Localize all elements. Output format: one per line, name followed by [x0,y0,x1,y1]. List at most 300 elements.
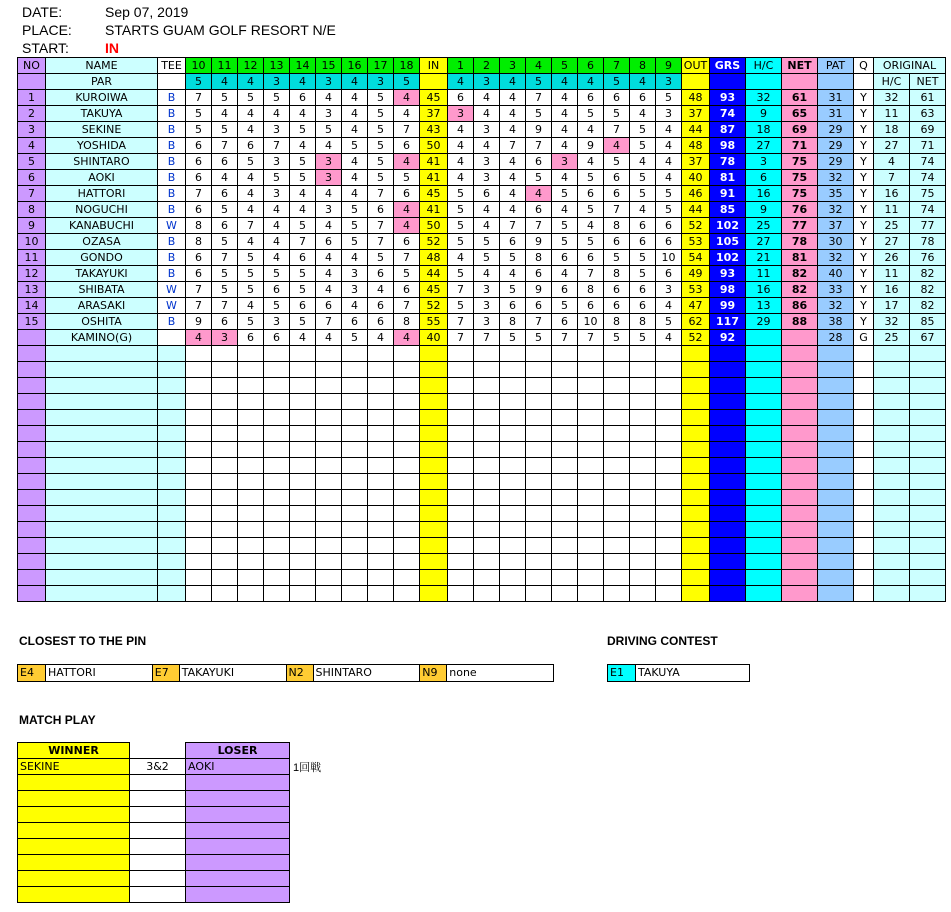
hole-score: 9 [578,138,604,154]
empty-cell [782,570,818,586]
header-no: NO [18,58,46,74]
matchplay-score-header [130,743,186,759]
empty-cell [18,346,46,362]
hole-score: 4 [342,106,368,122]
in-total: 52 [420,234,448,250]
empty-cell [910,378,946,394]
empty-cell [500,506,526,522]
empty-cell [420,570,448,586]
empty-cell [656,474,682,490]
hole-score: 3 [316,154,342,170]
start-label: START: [22,40,69,56]
empty-cell [578,346,604,362]
hole-score: 6 [212,218,238,234]
hole-score: 6 [186,250,212,266]
net-score: 82 [782,266,818,282]
empty-cell [342,426,368,442]
qualifier: G [854,330,874,346]
hole-score: 5 [500,330,526,346]
hole-score: 6 [290,298,316,314]
empty-cell [238,538,264,554]
matchplay-winner [18,855,130,871]
matchplay-winner [18,775,130,791]
empty-cell [818,490,854,506]
empty-cell [420,346,448,362]
empty-cell [746,410,782,426]
empty-cell [854,570,874,586]
qualifier: Y [854,234,874,250]
hole-score: 5 [630,170,656,186]
net-score [782,330,818,346]
empty-cell [420,442,448,458]
hole-score: 6 [316,234,342,250]
empty-cell [682,362,710,378]
empty-cell [526,458,552,474]
player-no: 1 [18,90,46,106]
hole-score: 5 [342,234,368,250]
hole-score: 6 [368,298,394,314]
empty-cell [854,410,874,426]
gross-score: 81 [710,170,746,186]
matchplay-winner-header: WINNER [18,743,130,759]
empty-cell [264,346,290,362]
empty-cell [394,426,420,442]
empty-cell [474,506,500,522]
empty-cell [818,362,854,378]
empty-cell [158,554,186,570]
empty-cell [874,474,910,490]
empty-cell [290,522,316,538]
empty-cell [158,522,186,538]
hole-score: 4 [394,154,420,170]
in-total: 40 [420,330,448,346]
hole-score: 5 [500,282,526,298]
out-total: 37 [682,154,710,170]
original-net: 71 [910,138,946,154]
closest-value-0: HATTORI [48,666,96,679]
empty-cell [854,586,874,602]
hole-score: 4 [342,250,368,266]
hole-score: 3 [264,122,290,138]
header-grs: GRS [710,58,746,74]
empty-cell [264,394,290,410]
hole-score: 5 [368,154,394,170]
empty-cell [656,426,682,442]
hole-score: 4 [656,154,682,170]
player-name: AOKI [46,170,158,186]
matchplay-score [130,823,186,839]
empty-cell [474,538,500,554]
hole-score: 7 [212,138,238,154]
closest-value-1: TAKAYUKI [181,666,235,679]
hole-score: 4 [290,138,316,154]
out-total: 46 [682,186,710,202]
empty-cell [238,506,264,522]
hole-score: 4 [474,266,500,282]
hole-score: 4 [186,330,212,346]
hole-score: 5 [448,202,474,218]
hole-score: 5 [604,250,630,266]
header-hole: 10 [186,58,212,74]
putts: 38 [818,314,854,330]
empty-cell [782,554,818,570]
empty-cell [420,458,448,474]
player-no: 13 [18,282,46,298]
hole-score: 6 [290,90,316,106]
empty-cell [630,506,656,522]
hole-score: 5 [474,234,500,250]
matchplay-row [18,807,290,823]
empty-cell [368,586,394,602]
matchplay-score [130,871,186,887]
hole-score: 4 [212,106,238,122]
place-label: PLACE: [22,22,72,38]
hole-score: 5 [368,122,394,138]
empty-cell [710,442,746,458]
hole-score: 7 [448,314,474,330]
hole-score: 8 [526,250,552,266]
empty-cell [818,506,854,522]
player-name: SHINTARO [46,154,158,170]
hole-score: 5 [290,266,316,282]
header-name: NAME [46,58,158,74]
hole-score: 3 [656,282,682,298]
empty-cell [682,522,710,538]
header-hole: 2 [474,58,500,74]
empty-cell [46,442,158,458]
gross-score: 98 [710,282,746,298]
empty-cell [420,538,448,554]
hole-score: 6 [578,90,604,106]
qualifier: Y [854,250,874,266]
player-row [18,90,946,106]
empty-cell [578,586,604,602]
empty-cell [448,474,474,490]
hole-score: 5 [552,186,578,202]
empty-row [18,410,946,426]
empty-cell [682,458,710,474]
player-tee: B [158,314,186,330]
hole-score: 6 [630,234,656,250]
original-net: 74 [910,170,946,186]
qualifier: Y [854,202,874,218]
hole-score: 3 [342,266,368,282]
net-score: 75 [782,154,818,170]
handicap: 21 [746,250,782,266]
empty-cell [342,394,368,410]
hole-score: 4 [290,202,316,218]
empty-row [18,490,946,506]
hole-score: 4 [656,138,682,154]
hole-score: 5 [342,218,368,234]
empty-cell [682,394,710,410]
empty-cell [604,426,630,442]
empty-cell [630,394,656,410]
player-name: ARASAKI [46,298,158,314]
putts: 29 [818,122,854,138]
original-net: 78 [910,234,946,250]
empty-cell [264,378,290,394]
hole-score: 4 [238,202,264,218]
hole-score: 7 [604,122,630,138]
empty-cell [290,490,316,506]
hole-score: 5 [186,122,212,138]
empty-cell [186,570,212,586]
header-hole: 14 [290,58,316,74]
out-total: 40 [682,170,710,186]
hole-score: 5 [238,154,264,170]
empty-cell [394,554,420,570]
qualifier: Y [854,282,874,298]
empty-cell [682,410,710,426]
empty-cell [552,426,578,442]
hole-score: 4 [474,218,500,234]
empty-cell [394,586,420,602]
empty-row [18,474,946,490]
empty-cell [552,394,578,410]
hole-score: 4 [526,186,552,202]
empty-cell [746,426,782,442]
empty-cell [818,458,854,474]
player-tee: B [158,106,186,122]
hole-score: 5 [368,90,394,106]
in-total: 41 [420,202,448,218]
empty-cell [746,458,782,474]
header-net: NET [782,58,818,74]
qualifier: Y [854,106,874,122]
player-name: TAKAYUKI [46,266,158,282]
player-no: 9 [18,218,46,234]
empty-cell [474,522,500,538]
empty-cell [710,474,746,490]
qualifier: Y [854,122,874,138]
player-no: 5 [18,154,46,170]
player-name: SEKINE [46,122,158,138]
date-label: DATE: [22,4,63,20]
empty-cell [18,394,46,410]
hole-score: 8 [394,314,420,330]
empty-cell [854,554,874,570]
empty-row [18,426,946,442]
qualifier: Y [854,314,874,330]
empty-cell [782,442,818,458]
hole-score: 5 [238,90,264,106]
empty-cell [874,346,910,362]
player-tee: B [158,154,186,170]
hole-score: 6 [264,330,290,346]
hole-score: 6 [656,218,682,234]
empty-cell [186,538,212,554]
empty-cell [552,586,578,602]
par-in [420,74,448,90]
empty-cell [746,506,782,522]
empty-cell [630,410,656,426]
hole-score: 4 [342,170,368,186]
original-net: 77 [910,218,946,234]
hole-score: 5 [316,122,342,138]
empty-cell [420,554,448,570]
hole-score: 7 [394,298,420,314]
empty-cell [630,458,656,474]
hole-score: 6 [630,282,656,298]
empty-cell [448,362,474,378]
hole-score: 6 [604,234,630,250]
hole-score: 7 [526,90,552,106]
hole-score: 3 [656,106,682,122]
driving-value: TAKUYA [638,666,680,679]
empty-cell [746,570,782,586]
qualifier: Y [854,218,874,234]
handicap: 27 [746,234,782,250]
putts: 29 [818,138,854,154]
empty-cell [158,570,186,586]
empty-cell [238,394,264,410]
empty-cell [316,378,342,394]
net-score: 75 [782,170,818,186]
empty-cell [238,490,264,506]
empty-cell [746,538,782,554]
qualifier: Y [854,186,874,202]
hole-score: 6 [656,266,682,282]
par-value: 3 [656,74,682,90]
empty-cell [158,538,186,554]
par-tee [158,74,186,90]
hole-score: 10 [656,250,682,266]
hole-score: 5 [212,202,238,218]
hole-score: 4 [656,330,682,346]
hole-score: 6 [552,282,578,298]
empty-cell [710,570,746,586]
original-hc: 7 [874,170,910,186]
hole-score: 7 [578,330,604,346]
empty-cell [46,570,158,586]
empty-cell [782,538,818,554]
empty-cell [342,458,368,474]
matchplay-row [18,839,290,855]
empty-cell [656,346,682,362]
hole-score: 5 [264,90,290,106]
hole-score: 6 [474,186,500,202]
empty-cell [264,474,290,490]
hole-score: 4 [448,170,474,186]
hole-score: 4 [474,106,500,122]
hole-score: 5 [290,282,316,298]
empty-cell [604,570,630,586]
par-value: 3 [316,74,342,90]
empty-cell [552,458,578,474]
hole-score: 6 [604,282,630,298]
empty-cell [746,586,782,602]
empty-cell [474,474,500,490]
hole-score: 6 [394,234,420,250]
empty-cell [910,410,946,426]
hole-score: 6 [264,282,290,298]
empty-cell [604,346,630,362]
hole-score: 7 [212,298,238,314]
hole-score: 3 [264,154,290,170]
hole-score: 5 [212,266,238,282]
hole-score: 5 [474,250,500,266]
empty-cell [552,506,578,522]
empty-cell [656,538,682,554]
player-name: HATTORI [46,186,158,202]
empty-row [18,538,946,554]
gross-score: 87 [710,122,746,138]
empty-cell [818,474,854,490]
hole-score: 5 [394,170,420,186]
empty-row [18,522,946,538]
empty-cell [368,538,394,554]
empty-cell [264,426,290,442]
header-hole: 7 [604,58,630,74]
matchplay-row [18,759,290,775]
par-value: 3 [368,74,394,90]
hole-score: 4 [604,138,630,154]
player-tee: B [158,202,186,218]
empty-cell [238,586,264,602]
empty-cell [238,554,264,570]
original-hc: 11 [874,202,910,218]
in-total: 50 [420,138,448,154]
empty-cell [782,426,818,442]
empty-cell [710,506,746,522]
hole-score: 5 [448,234,474,250]
scorecard-table [17,57,946,602]
out-total: 54 [682,250,710,266]
empty-cell [552,538,578,554]
empty-cell [874,490,910,506]
hole-score: 4 [342,154,368,170]
empty-cell [158,378,186,394]
matchplay-row [18,791,290,807]
empty-cell [552,346,578,362]
hole-score: 4 [500,122,526,138]
hole-score: 4 [368,330,394,346]
empty-cell [368,458,394,474]
empty-cell [18,442,46,458]
empty-cell [448,538,474,554]
hole-score: 4 [552,202,578,218]
hole-score: 4 [500,154,526,170]
empty-cell [818,586,854,602]
hole-score: 5 [290,218,316,234]
empty-cell [316,506,342,522]
empty-cell [186,426,212,442]
hole-score: 7 [604,202,630,218]
empty-cell [212,426,238,442]
empty-cell [212,570,238,586]
original-hc: 11 [874,106,910,122]
original-net: 67 [910,330,946,346]
empty-cell [46,506,158,522]
empty-cell [316,554,342,570]
empty-cell [854,378,874,394]
hole-score: 6 [342,314,368,330]
net-score: 82 [782,282,818,298]
hole-score: 4 [316,90,342,106]
empty-cell [238,442,264,458]
handicap: 18 [746,122,782,138]
empty-cell [290,378,316,394]
empty-cell [910,506,946,522]
empty-cell [578,394,604,410]
empty-cell [474,378,500,394]
header-hole: 15 [316,58,342,74]
hole-score: 8 [500,314,526,330]
hole-score: 6 [212,186,238,202]
player-name: KUROIWA [46,90,158,106]
empty-cell [264,506,290,522]
